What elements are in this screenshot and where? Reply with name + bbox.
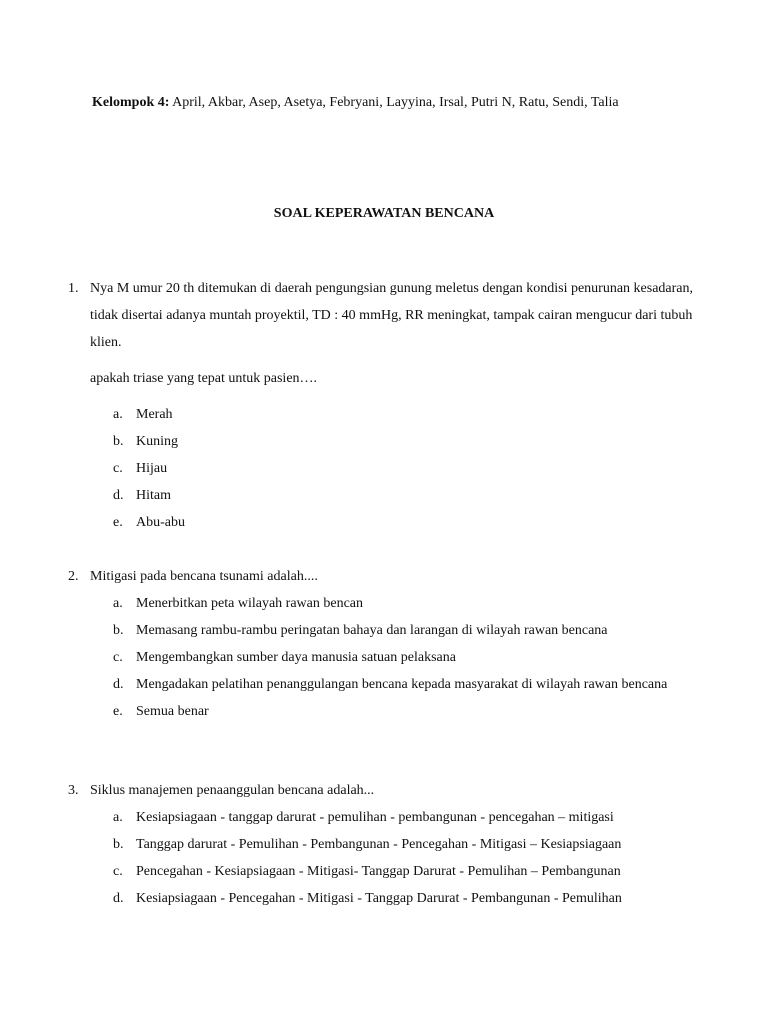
document-title: SOAL KEPERAWATAN BENCANA [273, 206, 495, 221]
option-letter: d. [113, 891, 124, 906]
option-letter: d. [113, 677, 124, 692]
option-letter: b. [113, 837, 124, 852]
answer-option [113, 885, 708, 912]
option-text: Merah [136, 407, 173, 422]
option-letter: e. [113, 515, 123, 530]
question-prompt: apakah triase yang tepat untuk pasien…. [90, 371, 318, 386]
group-members-line [92, 94, 619, 112]
option-text: Mengadakan pelatihan penanggulangan bencana kepada masyarakat di wilayah rawan bencana [136, 677, 668, 692]
option-text: Pencegahan - Kesiapsiagaan - Mitigasi- Tanggap Darurat - Pemulihan – Pembangunan [136, 864, 621, 879]
question-number: 2. [68, 569, 79, 584]
answer-option [113, 698, 708, 725]
answer-option [113, 428, 708, 455]
option-letter: a. [113, 810, 123, 825]
question-text: Mitigasi pada bencana tsunami adalah.... [90, 569, 318, 584]
answer-option [113, 509, 708, 536]
option-text: Abu-abu [136, 515, 185, 530]
answer-options [68, 804, 708, 912]
option-text: Semua benar [136, 704, 209, 719]
option-letter: b. [113, 434, 124, 449]
question-2 [68, 563, 708, 725]
question-number: 3. [68, 783, 79, 798]
question-3 [68, 777, 708, 912]
group-members: April, Akbar, Asep, Asetya, Febryani, Layyina, Irsal, Putri N, Ratu, Sendi, Talia [172, 95, 619, 110]
option-letter: b. [113, 623, 124, 638]
option-letter: c. [113, 864, 123, 879]
question-text: Nya M umur 20 th ditemukan di daerah pengungsian gunung meletus dengan kondisi penurunan kesadaran, tidak disertai adanya muntah proyektil, TD : 40 mmHg, RR meningkat, tampak cairan mengucur dari tubuh klien. [90, 281, 694, 350]
question-text: Siklus manajemen penaanggulan bencana adalah... [90, 783, 375, 798]
answer-option [113, 804, 708, 831]
group-label: Kelompok 4: [92, 95, 170, 110]
option-text: Menerbitkan peta wilayah rawan bencan [136, 596, 364, 611]
option-text: Memasang rambu-rambu peringatan bahaya dan larangan di wilayah rawan bencana [136, 623, 608, 638]
answer-option [113, 590, 708, 617]
answer-option [113, 644, 708, 671]
option-text: Tanggap darurat - Pemulihan - Pembangunan - Pencegahan - Mitigasi – Kesiapsiagaan [136, 837, 622, 852]
answer-option [113, 617, 708, 644]
option-letter: c. [113, 650, 123, 665]
answer-option [113, 482, 708, 509]
option-letter: e. [113, 704, 123, 719]
answer-option [113, 455, 708, 482]
answer-option [113, 858, 708, 885]
option-text: Kesiapsiagaan - Pencegahan - Mitigasi - Tanggap Darurat - Pembangunan - Pemulihan [136, 891, 622, 906]
question-number: 1. [68, 281, 79, 296]
option-text: Kuning [136, 434, 178, 449]
answer-options [68, 590, 708, 725]
question-1 [68, 275, 708, 536]
option-text: Hijau [136, 461, 168, 476]
option-text: Hitam [136, 488, 171, 503]
option-text: Mengembangkan sumber daya manusia satuan pelaksana [136, 650, 456, 665]
answer-option [113, 831, 708, 858]
option-letter: a. [113, 407, 123, 422]
option-letter: d. [113, 488, 124, 503]
answer-option [113, 671, 708, 698]
option-letter: c. [113, 461, 123, 476]
option-letter: a. [113, 596, 123, 611]
answer-options [68, 401, 708, 536]
option-text: Kesiapsiagaan - tanggap darurat - pemulihan - pembangunan - pencegahan – mitigasi [136, 810, 614, 825]
answer-option [113, 401, 708, 428]
